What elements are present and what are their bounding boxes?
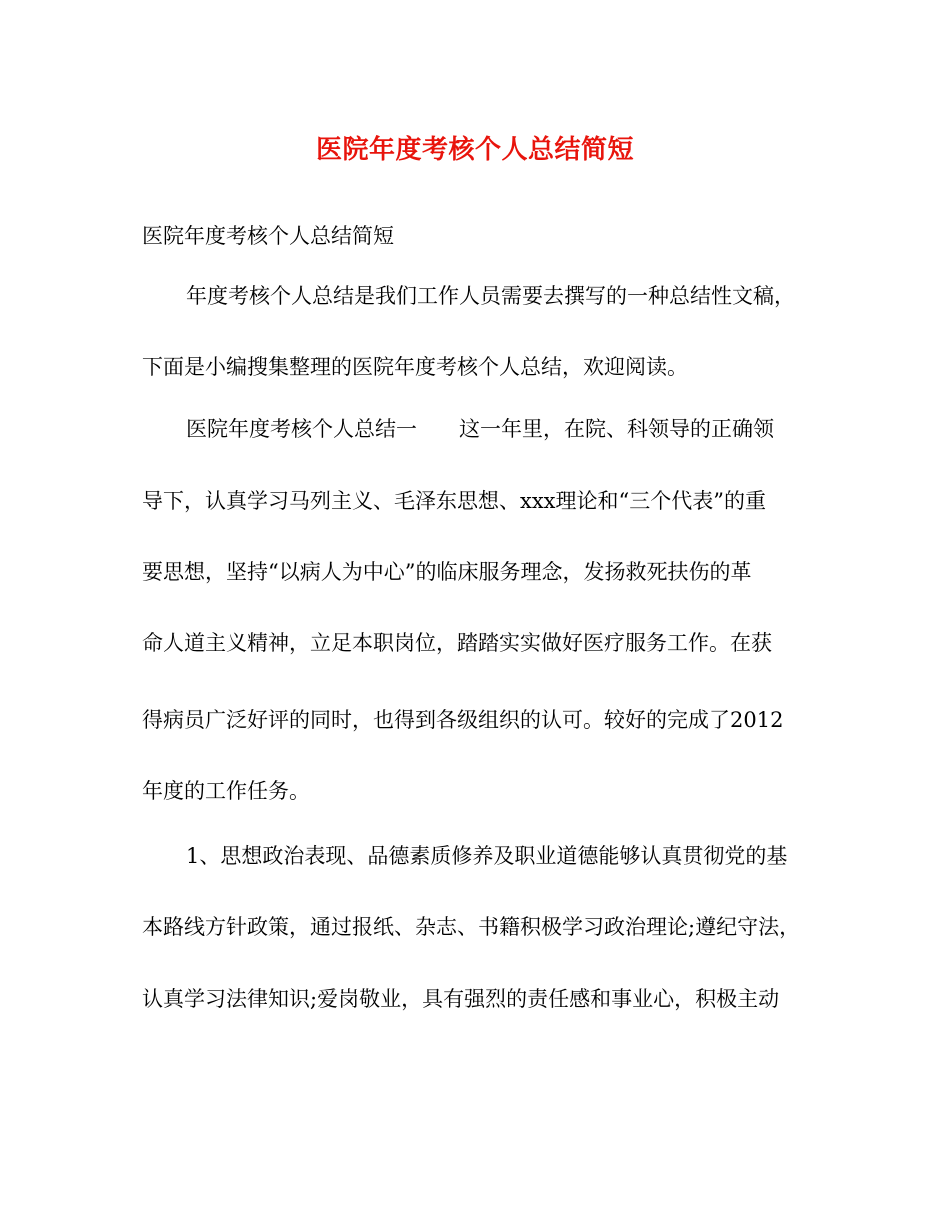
paragraph-line: 下面是小编搜集整理的医院年度考核个人总结，欢迎阅读。: [142, 355, 688, 379]
paragraph-line: 认真学习法律知识;爱岗敬业，具有强烈的责任感和事业心，积极主动: [142, 987, 780, 1011]
paragraph-line: 本路线方针政策，通过报纸、杂志、书籍积极学习政治理论;遵纪守法，: [142, 915, 801, 939]
paragraph-line: 得病员广泛好评的同时，也得到各级组织的认可。较好的完成了2012: [142, 708, 784, 732]
section-heading: 医院年度考核个人总结一: [186, 417, 417, 441]
paragraph-line: 导下，认真学习马列主义、毛泽东思想、xxx理论和“三个代表”的重: [142, 489, 766, 513]
paragraph-line: 命人道主义精神，立足本职岗位，踏踏实实做好医疗服务工作。在获: [142, 631, 772, 655]
document-title: 医院年度考核个人总结简短: [315, 135, 634, 165]
document-subtitle: 医院年度考核个人总结简短: [142, 224, 394, 248]
paragraph-line: 1、思想政治表现、品德素质修养及职业道德能够认真贯彻党的基: [186, 844, 788, 868]
section-text: 这一年里，在院、科领导的正确领: [459, 417, 774, 441]
paragraph-line-section-heading: [186, 414, 774, 444]
paragraph-line: 年度的工作任务。: [142, 779, 310, 803]
paragraph-line: 要思想，坚持“以病人为中心”的临床服务理念，发扬救死扶伤的革: [142, 560, 752, 584]
paragraph-line: 年度考核个人总结是我们工作人员需要去撰写的一种总结性文稿，: [186, 284, 795, 308]
